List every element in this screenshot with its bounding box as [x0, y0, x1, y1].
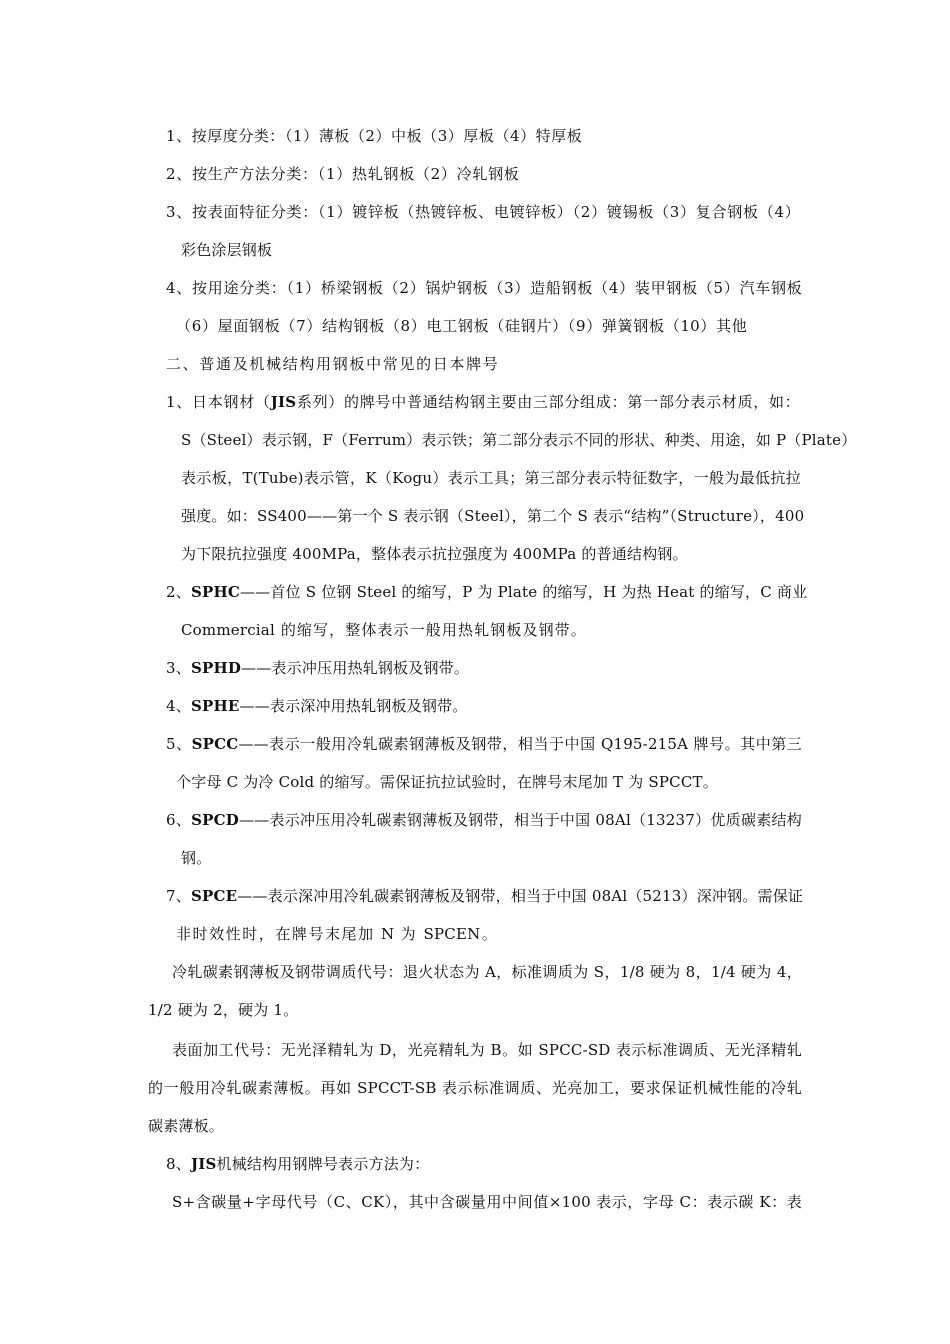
item2-number: 2、	[166, 583, 191, 601]
item6-code: SPCD	[191, 811, 239, 829]
item2-line2: Commercial 的缩写，整体表示一般用热轧钢板及钢带。	[181, 621, 586, 639]
item5-number: 5、	[166, 735, 192, 753]
item6-line2: 钢。	[181, 849, 212, 867]
item2-line1	[166, 582, 808, 602]
item5-line1	[166, 734, 802, 754]
item3-code: SPHD	[190, 659, 242, 677]
item7-number: 7、	[166, 887, 191, 905]
item1-line2: S（Steel）表示钢，F（Ferrum）表示铁；第二部分表示不同的形状、种类、用途，如 P（Plate）	[181, 431, 857, 449]
item5-code: SPCC	[191, 735, 239, 753]
item7-text: ——表示深冲用冷轧碳素钢薄板及钢带，相当于中国 08Al（5213）深冲钢。需保证	[237, 887, 804, 905]
finish-code-line3: 碳素薄板。	[148, 1117, 225, 1135]
classification-production: 2、按生产方法分类：（1）热轧钢板（2）冷轧钢板	[166, 165, 519, 183]
classification-usage-line2: （6）屋面钢板（7）结构钢板（8）电工钢板（硅钢片）（9）弹簧钢板（10）其他	[176, 317, 747, 335]
item4-line1	[166, 696, 468, 716]
item1-line3: 表示板，T(Tube)表示管，K（Kogu）表示工具；第三部分表示特征数字，一般为最低抗拉	[181, 469, 801, 487]
item3-text: ——表示冲压用热轧钢板及钢带。	[241, 659, 470, 677]
classification-thickness: 1、按厚度分类：（1）薄板（2）中板（3）厚板（4）特厚板	[166, 127, 582, 145]
item1-line1	[166, 392, 800, 412]
item3-number: 3、	[166, 659, 191, 677]
item1-prefix: 1、日本钢材（	[166, 393, 271, 411]
item4-number: 4、	[166, 697, 191, 715]
item1-text: 系列）的牌号中普通结构钢主要由三部分组成：第一部分表示材质，如：	[296, 393, 800, 411]
item8-text: 机械结构用钢牌号表示方法为：	[216, 1155, 430, 1173]
section-heading: 二、普通及机械结构用钢板中常见的日本牌号	[166, 355, 498, 373]
item1-line4: 强度。如：SS400——第一个 S 表示钢（Steel），第二个 S 表示“结构”（Structure），400	[181, 507, 805, 525]
item6-text: ——表示冲压用冷轧碳素钢薄板及钢带，相当于中国 08Al（13237）优质碳素结构	[238, 811, 802, 829]
item6-line1	[166, 810, 802, 830]
item8-number: 8、	[166, 1155, 191, 1173]
item1-line5: 为下限抗拉强度 400MPa，整体表示抗拉强度为 400MPa 的普通结构钢。	[181, 545, 688, 563]
item7-code: SPCE	[190, 887, 238, 905]
item7-line2: 非时效性时，在牌号末尾加 N 为 SPCEN。	[176, 925, 497, 943]
item8-formula: S+含碳量+字母代号（C、CK），其中含碳量用中间值×100 表示，字母 C：表示碳 K：表	[172, 1193, 802, 1211]
item5-text: ——表示一般用冷轧碳素钢薄板及钢带，相当于中国 Q195-215A 牌号。其中第三	[238, 735, 802, 753]
classification-surface-line2: 彩色涂层钢板	[181, 241, 273, 259]
classification-usage-line1: 4、按用途分类：（1）桥梁钢板（2）锅炉钢板（3）造船钢板（4）装甲钢板（5）汽车钢板	[166, 279, 802, 297]
item2-code: SPHC	[190, 583, 240, 601]
item4-text: ——表示深冲用热轧钢板及钢带。	[239, 697, 468, 715]
item3-line1	[166, 658, 469, 678]
item6-number: 6、	[166, 811, 192, 829]
item8-line1	[166, 1154, 429, 1174]
finish-code-line2: 的一般用冷轧碳素薄板。再如 SPCCT-SB 表示标准调质、光亮加工，要求保证机械性能的冷轧	[148, 1079, 802, 1097]
item5-line2: 个字母 C 为冷 Cold 的缩写。需保证抗拉试验时，在牌号末尾加 T 为 SPCCT。	[176, 773, 718, 791]
classification-surface-line1: 3、按表面特征分类：（1）镀锌板（热镀锌板、电镀锌板）（2）镀锡板（3）复合钢板（4）	[166, 203, 800, 221]
item4-code: SPHE	[190, 697, 240, 715]
item8-code: JIS	[190, 1155, 217, 1173]
item2-text: ——首位 S 位钢 Steel 的缩写，P 为 Plate 的缩写，H 为热 Heat 的缩写，C 商业	[239, 583, 808, 601]
finish-code-line1: 表面加工代号：无光泽精轧为 D，光亮精轧为 B。如 SPCC-SD 表示标准调质、无光泽精轧	[172, 1041, 802, 1059]
temper-code-line2: 1/2 硬为 2，硬为 1。	[148, 1001, 299, 1019]
item7-line1	[166, 886, 802, 906]
item1-jis-bold: JIS	[270, 393, 297, 411]
temper-code-line1: 冷轧碳素钢薄板及钢带调质代号：退火状态为 A，标准调质为 S，1/8 硬为 8，1/4 硬为 4，	[172, 963, 802, 981]
